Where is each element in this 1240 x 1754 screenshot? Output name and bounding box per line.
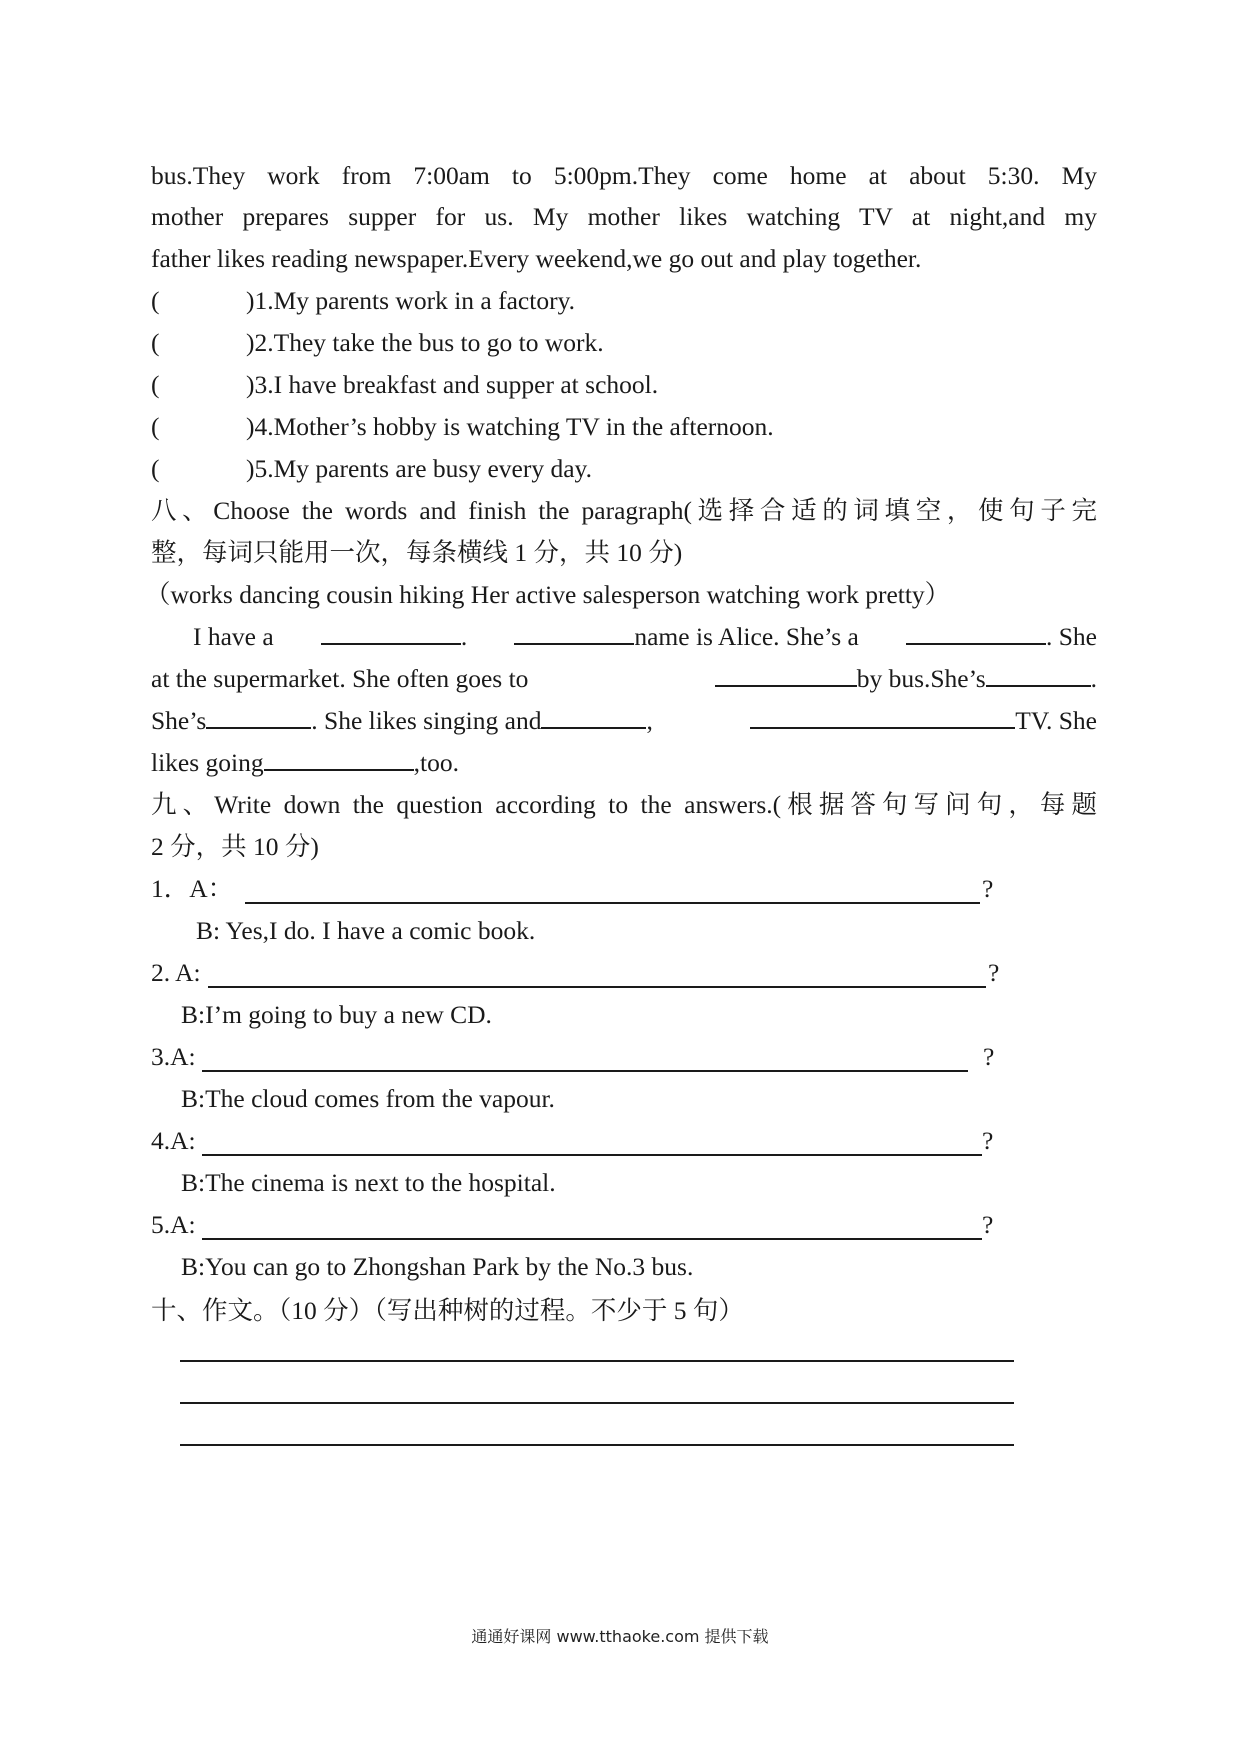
para-text: . She likes singing and (311, 706, 542, 735)
paragraph-line-4 (151, 743, 1097, 783)
section9-title-line-1: 九、Write down the question according to the answers.(根据答句写问句，每题 (151, 790, 1097, 819)
answer-4-text: B:The cinema is next to the hospital. (181, 1168, 556, 1197)
answer-3-text: B:The cloud comes from the vapour. (181, 1084, 555, 1113)
question-4-label: 4.A: (151, 1126, 196, 1155)
question-mark: ? (982, 1210, 994, 1239)
para-text: , (646, 706, 653, 735)
footer-source-text: 通通好课网 www.tthaoke.com 提供下载 (471, 1627, 769, 1646)
tf-item-text: )3.I have breakfast and supper at school. (246, 370, 659, 399)
tf-item-4 (151, 407, 1097, 447)
question-2-answer-line[interactable] (208, 986, 986, 988)
para-text: I have a (193, 622, 274, 651)
composition-line-2[interactable] (180, 1402, 1014, 1404)
fill-blank-8[interactable] (750, 701, 1015, 729)
passage-line-2: mother prepares supper for us. My mother likes watching TV at night,and my (151, 202, 1097, 231)
tf-answer-slot[interactable]: ( (151, 454, 160, 483)
question-2-label: 2. A: (151, 958, 201, 987)
question-5-answer-line[interactable] (202, 1238, 982, 1240)
answer-5-text: B:You can go to Zhongshan Park by the No.3 bus. (181, 1252, 694, 1281)
para-text: TV. She (1015, 706, 1097, 735)
fill-blank-6[interactable] (206, 701, 311, 729)
question-1-label: 1．A： (151, 874, 234, 903)
section10-title: 十、作文。（10 分）（写出种树的过程。不少于 5 句） (151, 1296, 744, 1325)
paragraph-line-3 (151, 701, 1097, 741)
tf-item-1 (151, 281, 1097, 321)
question-3-label: 3.A: (151, 1042, 196, 1071)
paragraph-line-2 (151, 659, 1097, 699)
tf-item-2 (151, 323, 1097, 363)
question-3-answer-line[interactable] (202, 1070, 968, 1072)
tf-answer-slot[interactable]: ( (151, 412, 160, 441)
para-text: by bus.She’s (856, 664, 986, 693)
paragraph-line-1 (193, 617, 1097, 657)
tf-item-text: )5.My parents are busy every day. (246, 454, 593, 483)
answer-1-text: B: Yes,I do. I have a comic book. (196, 916, 536, 945)
composition-line-1[interactable] (180, 1360, 1014, 1362)
fill-blank-3[interactable] (906, 617, 1046, 645)
para-text: at the supermarket. She often goes to (151, 664, 529, 693)
tf-item-3 (151, 365, 1097, 405)
para-text: . (460, 622, 468, 651)
question-mark: ? (982, 1126, 994, 1155)
fill-blank-7[interactable] (541, 701, 646, 729)
fill-blank-5[interactable] (986, 659, 1091, 687)
section9-title-line-2: 2 分，共 10 分) (151, 832, 319, 861)
question-1-answer-line[interactable] (245, 902, 980, 904)
para-text: name is Alice. She’s a (634, 622, 859, 651)
fill-blank-9[interactable] (264, 743, 414, 771)
tf-answer-slot[interactable]: ( (151, 370, 160, 399)
fill-blank-1[interactable] (321, 617, 461, 645)
para-text: ,too. (413, 748, 459, 777)
question-mark: ? (988, 958, 1000, 987)
section8-title-line-1: 八、Choose the words and finish the paragraph(选择合适的词填空，使句子完 (151, 496, 1097, 525)
question-mark: ? (982, 874, 994, 903)
section8-title-line-2: 整，每词只能用一次，每条横线 1 分，共 10 分) (151, 538, 683, 567)
tf-item-text: )1.My parents work in a factory. (246, 286, 576, 315)
para-text: . She (1046, 622, 1097, 651)
fill-blank-4[interactable] (715, 659, 857, 687)
para-text: likes going (151, 748, 264, 777)
fill-blank-2[interactable] (514, 617, 634, 645)
para-text: . (1090, 664, 1097, 693)
composition-line-3[interactable] (180, 1444, 1014, 1446)
tf-answer-slot[interactable]: ( (151, 286, 160, 315)
question-mark: ? (983, 1042, 995, 1071)
para-text: She’s (151, 706, 207, 735)
passage-line-1: bus.They work from 7:00am to 5:00pm.They come home at about 5:30. My (151, 161, 1097, 190)
tf-item-text: )2.They take the bus to go to work. (246, 328, 604, 357)
question-5-label: 5.A: (151, 1210, 196, 1239)
question-4-answer-line[interactable] (202, 1154, 982, 1156)
tf-item-5 (151, 449, 1097, 489)
passage-line-3: father likes reading newspaper.Every weekend,we go out and play together. (151, 244, 922, 273)
word-bank: （works dancing cousin hiking Her active salesperson watching work pretty） (145, 580, 951, 609)
answer-2-text: B:I’m going to buy a new CD. (181, 1000, 492, 1029)
tf-answer-slot[interactable]: ( (151, 328, 160, 357)
tf-item-text: )4.Mother’s hobby is watching TV in the afternoon. (246, 412, 774, 441)
